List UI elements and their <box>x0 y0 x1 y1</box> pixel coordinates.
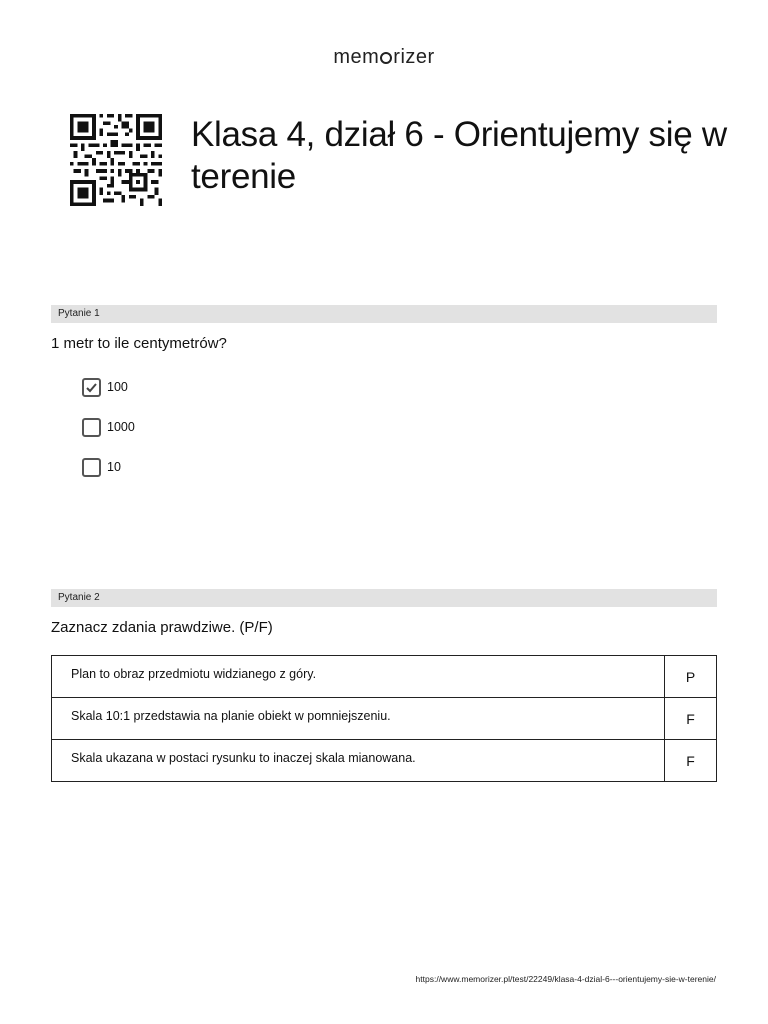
logo-text-start: mem <box>333 46 380 68</box>
footer-url: https://www.memorizer.pl/test/22249/klasa-4-dzial-6---orientujemy-sie-w-terenie/ <box>415 974 716 984</box>
option-label: 100 <box>107 380 128 394</box>
checkbox-checked[interactable] <box>82 378 101 397</box>
memorizer-logo <box>0 46 768 69</box>
answer-cell: F <box>665 740 717 782</box>
question-1-text: 1 metr to ile centymetrów? <box>51 335 227 352</box>
checkbox-unchecked[interactable] <box>82 418 101 437</box>
option-label: 1000 <box>107 420 135 434</box>
statement-cell: Skala 10:1 przedstawia na planie obiekt w pomniejszeniu. <box>52 698 665 740</box>
checkmark-icon <box>85 381 98 394</box>
table-row <box>52 698 717 740</box>
answer-cell: F <box>665 698 717 740</box>
question-2-header: Pytanie 2 <box>51 589 717 607</box>
question-1-header: Pytanie 1 <box>51 305 717 323</box>
question-1-option-3[interactable] <box>82 457 121 477</box>
page-title: Klasa 4, dział 6 - Orientujemy się w terenie <box>191 115 727 196</box>
question-1-option-1[interactable] <box>82 377 128 397</box>
true-false-table <box>51 655 717 782</box>
table-row <box>52 740 717 782</box>
statement-cell: Skala ukazana w postaci rysunku to inaczej skala mianowana. <box>52 740 665 782</box>
statement-cell: Plan to obraz przedmiotu widzianego z góry. <box>52 656 665 698</box>
logo-text-end: rizer <box>393 46 435 68</box>
question-2-text: Zaznacz zdania prawdziwe. (P/F) <box>51 619 273 636</box>
checkbox-unchecked[interactable] <box>82 458 101 477</box>
question-1-option-2[interactable] <box>82 417 135 437</box>
qr-code-icon <box>67 114 165 206</box>
option-label: 10 <box>107 460 121 474</box>
answer-cell: P <box>665 656 717 698</box>
logo-o-icon <box>380 52 392 64</box>
table-row <box>52 656 717 698</box>
